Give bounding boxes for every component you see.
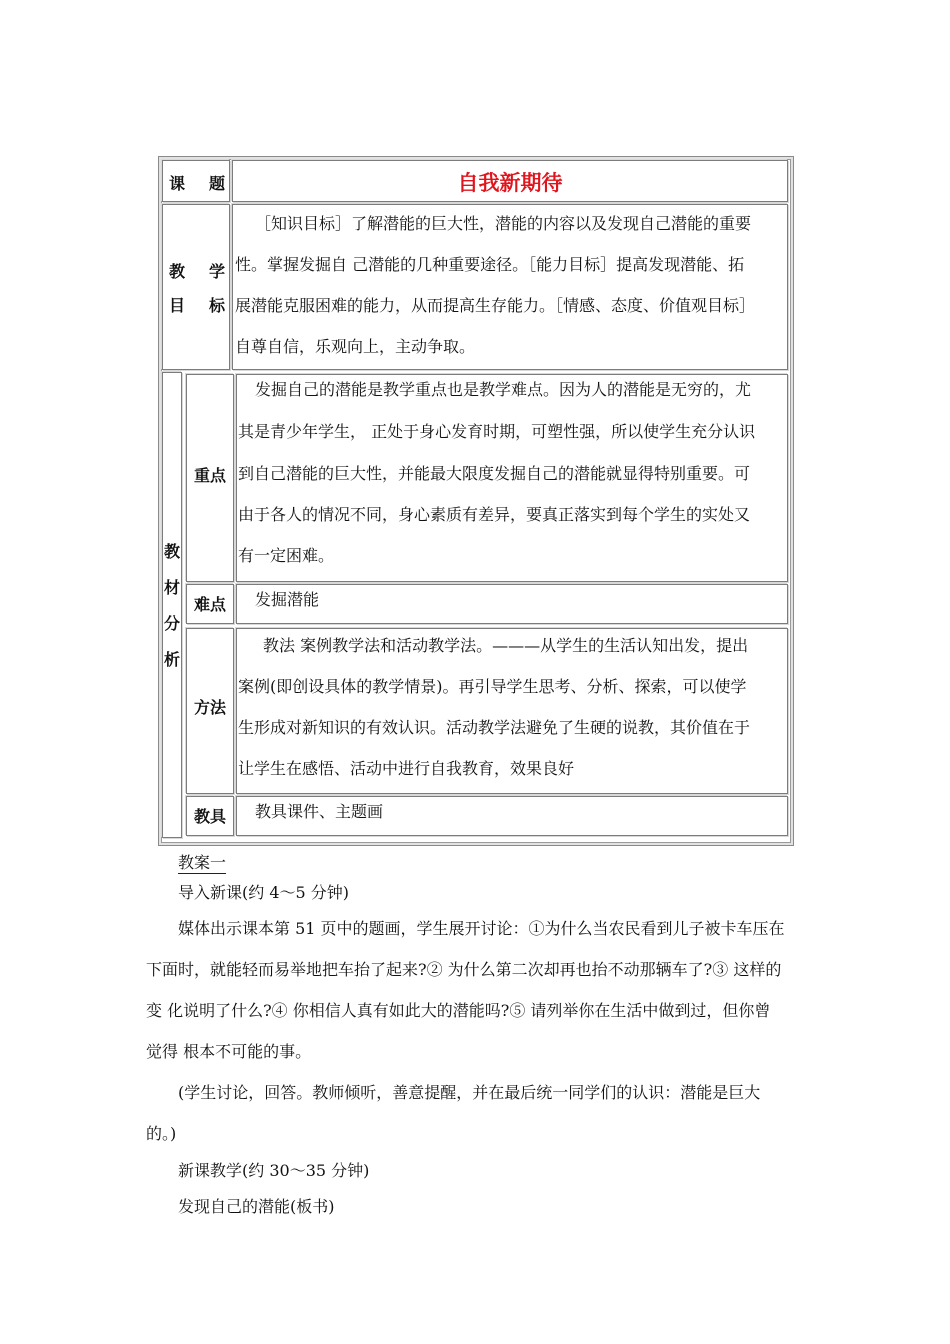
difficulty-content-cell <box>236 584 788 624</box>
goals-label-char: 教 <box>169 262 186 281</box>
method-label-cell <box>186 628 234 794</box>
goals-line: 展潜能克服困难的能力，从而提高生存能力。［情感、态度、价值观目标］ <box>235 296 756 315</box>
analysis-label-char: 析 <box>164 650 181 669</box>
analysis-label-char: 教 <box>164 542 181 561</box>
key-point-line: 有一定困难。 <box>238 546 335 565</box>
lesson-title: 自我新期待 <box>457 171 563 195</box>
method-line: 教法 案例教学法和活动教学法。———从学生的生活认知出发，提出 <box>263 636 749 655</box>
key-point-label: 重点 <box>194 466 227 485</box>
difficulty-label: 难点 <box>194 595 227 614</box>
intro-line: 下面时，就能轻而易举地把车抬了起来?② 为什么第二次却再也抬不动那辆车了?③ 这样的 <box>146 960 782 979</box>
lesson-heading: 教案一 <box>178 853 227 872</box>
method-line: 生形成对新知识的有效认识。活动教学法避免了生硬的说教，其价值在于 <box>238 718 751 737</box>
new-lesson-title: 新课教学(约 30～35 分钟) <box>178 1161 370 1180</box>
intro-line: 觉得 根本不可能的事。 <box>146 1042 312 1061</box>
analysis-label-char: 材 <box>164 578 181 597</box>
discussion-line: (学生讨论，回答。教师倾听，善意提醒，并在最后统一同学们的认识：潜能是巨大 <box>178 1083 761 1102</box>
goals-label-char: 标 <box>209 296 226 315</box>
key-point-line: 发掘自己的潜能是教学重点也是教学难点。因为人的潜能是无穷的，尤 <box>255 380 752 399</box>
key-point-content-cell <box>236 374 788 582</box>
goals-line: 自尊自信，乐观向上，主动争取。 <box>235 337 476 356</box>
intro-line: 变 化说明了什么?④ 你相信人真有如此大的潜能吗?⑤ 请列举你在生活中做到过，但你曾 <box>146 1001 771 1020</box>
topic-label-cell <box>162 160 230 202</box>
tools-label-cell <box>186 796 234 836</box>
discussion-line: 的。) <box>146 1124 177 1143</box>
difficulty-text: 发掘潜能 <box>255 590 320 609</box>
intro-line: 媒体出示课本第 51 页中的题画，学生展开讨论：①为什么当农民看到儿子被卡车压在 <box>178 919 785 938</box>
difficulty-label-cell <box>186 584 234 624</box>
goals-line: ［知识目标］了解潜能的巨大性，潜能的内容以及发现自己潜能的重要 <box>255 214 752 233</box>
tools-content-cell <box>236 796 788 836</box>
goals-content-cell <box>232 204 788 370</box>
key-point-label-cell <box>186 374 234 582</box>
key-point-line: 其是青少年学生， 正处于身心发育时期，可塑性强，所以使学生充分认识 <box>238 422 756 441</box>
method-content-cell <box>236 628 788 794</box>
key-point-line: 由于各人的情况不同，身心素质有差异，要真正落实到每个学生的实处又 <box>238 505 751 524</box>
tools-label: 教具 <box>194 807 227 826</box>
goals-label-cell <box>162 204 230 370</box>
goals-label-char: 学 <box>209 262 226 281</box>
key-point-line: 到自己潜能的巨大性，并能最大限度发掘自己的潜能就显得特别重要。可 <box>238 464 751 483</box>
topic-label-left: 课 <box>169 174 186 193</box>
analysis-label-cell <box>162 372 182 838</box>
analysis-label-char: 分 <box>164 614 181 633</box>
topic-title-cell <box>232 160 788 202</box>
goals-label-char: 目 <box>169 296 186 315</box>
goals-line: 性。掌握发掘自 己潜能的几种重要途径。［能力目标］提高发现潜能、拓 <box>235 255 745 274</box>
tools-text: 教具课件、主题画 <box>255 802 384 821</box>
topic-label-right: 题 <box>209 174 226 193</box>
method-line: 让学生在感悟、活动中进行自我教育，效果良好 <box>238 759 575 778</box>
board-title: 发现自己的潜能(板书) <box>178 1197 335 1216</box>
method-line: 案例(即创设具体的教学情景)。再引导学生思考、分析、探索，可以使学 <box>238 677 747 696</box>
intro-title: 导入新课(约 4～5 分钟) <box>178 883 350 902</box>
method-label: 方法 <box>194 698 227 717</box>
